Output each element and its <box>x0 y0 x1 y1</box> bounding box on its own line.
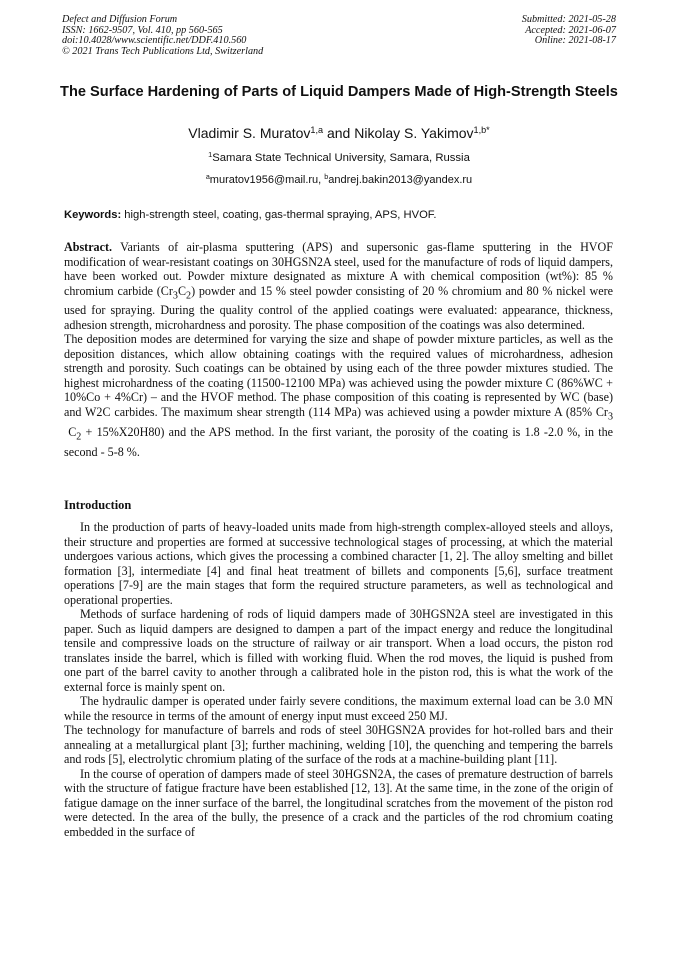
introduction-body <box>64 520 613 839</box>
abstract-paragraph <box>64 332 613 459</box>
journal-name: Defect and Diffusion Forum <box>62 14 178 25</box>
journal-copyright: © 2021 Trans Tech Publications Ltd, Switzerland <box>62 45 264 57</box>
subscript: 3 <box>172 289 178 301</box>
email-mark: b <box>324 173 329 182</box>
abstract-text: C <box>177 283 187 298</box>
affiliation-mark: 1 <box>208 149 213 159</box>
body-paragraph: Methods of surface hardening of rods of liquid dampers made of 30HGSN2A steel are investigated in this paper. Such as liquid dampers are designed to dampen a part of the impact energy and reduce the longitudinal tensile and compressive loads on the structure of railway or air transport. When a load occurs, the piston rod translates inside the barrel, which is filled with working fluid. When the rod moves, the liquid is pushed from one part of the barrel cavity to another through a calibrated hole in the piston rod, this is what the work of the external force is mainly spent on. <box>64 607 613 694</box>
abstract-text: + 15%X20H80) and the APS method. In the first variant, the porosity of the coating is 1.8 -2.0 %, in the second - 5-8 %. <box>64 424 614 459</box>
abstract-label: Abstract. <box>64 240 113 254</box>
accepted-date: Accepted: 2021-06-07 <box>525 24 616 36</box>
journal-info <box>62 15 263 57</box>
body-paragraph: The technology for manufacture of barrels and rods of steel 30HGSN2A provides for hot-rolled bars and their annealing at a metallurgical plant [3]; further machining, welding [10], the quenching and tempering the barrels and rods [5], electrolytic chromium plating of the surface of the rods at a machine-building plant [11]. <box>64 723 613 766</box>
keywords-label: Keywords: <box>64 209 122 221</box>
author-list <box>0 124 678 142</box>
paper-title: The Surface Hardening of Parts of Liquid Dampers Made of High-Strength Steels <box>60 84 618 100</box>
subscript: 2 <box>186 289 192 301</box>
submitted-date: Submitted: 2021-05-28 <box>521 14 616 25</box>
online-date: Online: 2021-08-17 <box>534 35 616 47</box>
email-mark: a <box>205 173 210 182</box>
journal-issn: ISSN: 1662-9507, Vol. 410, pp 560-565 <box>62 24 223 36</box>
abstract-text: Variants of air-plasma sputtering (APS) and supersonic gas-flame sputtering in the HVOF modification of wear-resistant coatings on 30HGSN2A steel, used for the manufacture of rods of liquid dampers, have been worked out. Powder mixture designated as mixture A with chemical composition (wt%): 85 % chromium carbide (Cr <box>64 240 613 298</box>
email-link[interactable]: andrej.bakin2013@yandex.ru <box>328 174 473 186</box>
abstract <box>64 240 613 459</box>
abstract-text: ) powder and 15 % steel powder consisting of 20 % chromium and 80 % nickel were used for spraying. During the quality control of the applied coatings were evaluated: appearance, thickness, adhesion strength, microhardness and porosity. The phase composition of the coatings was also determined. <box>64 283 613 332</box>
body-paragraph: The hydraulic damper is operated under fairly severe conditions, the maximum external load can be 3.0 MN while the resource in terms of the amount of energy input must exceed 250 MJ. <box>64 694 613 723</box>
subscript: 3 <box>607 411 613 423</box>
section-heading: Introduction <box>64 498 132 512</box>
abstract-text: The deposition modes are determined for varying the size and shape of powder mixture particles, as well as the deposition distances, which allow obtaining coatings with the required values of microhardness, adhesion strength and porosity. Such coatings can be obtained by using each of the three powder mixtures studied. The highest microhardness of the coating (11500-12100 MPa) was achieved using the powder mixture C (86%WC + 10%Co + 4%Cr) – and the HVOF method. The phase composition of this coating is represented by WC (base) and W2C carbides. The maximum shear strength (114 MPa) was achieved using a powder mixture A (85% Cr <box>64 332 613 419</box>
email-link[interactable]: muratov1956@mail.ru, <box>209 174 325 186</box>
author-affiliation-mark: 1,a <box>310 125 324 135</box>
body-paragraph: In the production of parts of heavy-loaded units made from high-strength complex-alloyed steels and alloys, their structure and properties are formed at successive technological stages of processing, at which the material undergoes various actions, which gives the processing a combined character [1, 2]. The alloy smelting and billet formation [3], intermediate [4] and final heat treatment of billets and components [5,6], surface treatment operations [7-9] are the main stages that form the required structure parameters, as well as technological and operational properties. <box>64 520 613 607</box>
keywords <box>64 208 616 222</box>
author-name: Nikolay S. Yakimov <box>354 125 474 141</box>
journal-doi: doi:10.4028/www.scientific.net/DDF.410.560 <box>62 35 247 47</box>
submission-dates <box>522 15 616 47</box>
affiliation-text: Samara State Technical University, Samara, Russia <box>212 152 470 164</box>
author-separator: and <box>323 125 355 141</box>
author-emails <box>0 173 678 187</box>
body-paragraph: In the course of operation of dampers made of steel 30HGSN2A, the cases of premature destruction of barrels with the structure of fatigue fracture have been established [12, 13]. At the same time, in the zone of the origin of fatigue damage on the inner surface of the barrel, the longitudinal scratches from the movement of the piston rod were detected. In the area of the bully, the presence of a crack and the particles of the rod chromium coating embedded in the surface of <box>64 766 613 839</box>
author-affiliation-mark: 1,b* <box>473 125 490 135</box>
affiliation <box>0 151 678 165</box>
abstract-text: C <box>64 424 77 439</box>
keywords-text: high-strength steel, coating, gas-thermal spraying, APS, HVOF. <box>121 209 437 221</box>
author-name: Vladimir S. Muratov <box>188 125 311 141</box>
abstract-paragraph <box>64 240 613 332</box>
subscript: 2 <box>76 431 82 443</box>
